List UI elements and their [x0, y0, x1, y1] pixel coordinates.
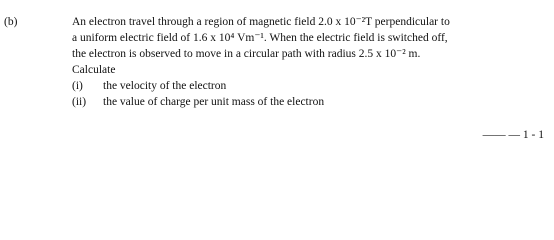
sub-question-ii	[72, 94, 546, 110]
sub-question-text: the value of charge per unit mass of the electron	[103, 96, 325, 108]
question-line-2: a uniform electric field of 1.6 x 10⁴ Vm⁻¹. When the electric field is switched off,	[72, 32, 448, 44]
sub-question-number: (ii)	[72, 96, 87, 108]
sub-question-i	[72, 78, 546, 94]
question-label: (b)	[4, 16, 18, 28]
cut-off-text-fragment: —— — 1 - 1	[482, 129, 544, 141]
sub-question-text: the velocity of the electron	[103, 80, 227, 92]
question-line-3: the electron is observed to move in a circular path with radius 2.5 x 10⁻² m.	[72, 48, 421, 60]
calculate-line: Calculate	[72, 64, 116, 76]
question-line-1: An electron travel through a region of magnetic field 2.0 x 10⁻²T perpendicular to	[72, 16, 450, 28]
sub-question-number: (i)	[72, 80, 83, 92]
question-body	[72, 14, 546, 110]
